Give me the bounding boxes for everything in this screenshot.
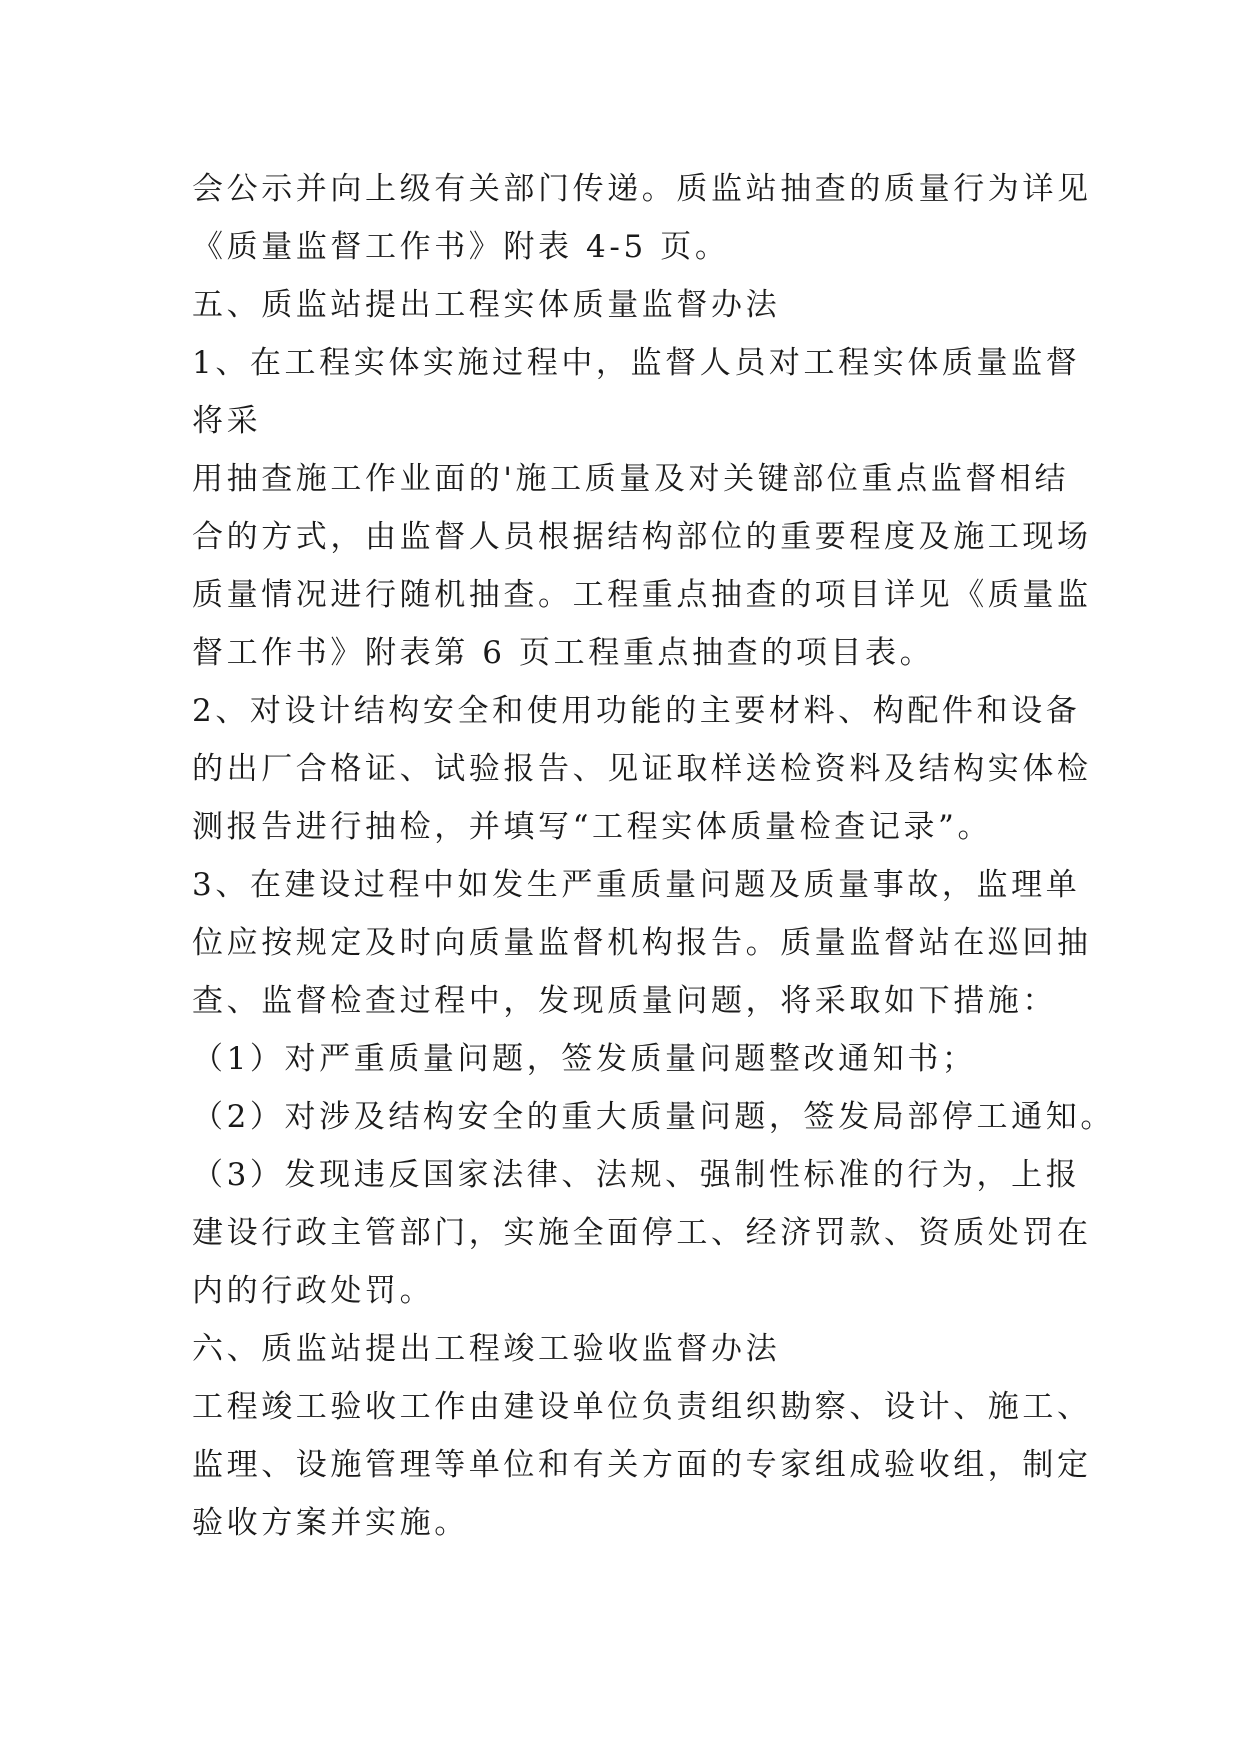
sub-item-3-line-2: 建设行政主管部门，实施全面停工、经济罚款、资质处罚在	[192, 1215, 1092, 1251]
item-3-line-1: 3、在建设过程中如发生严重质量问题及质量事故，监理单	[192, 867, 1081, 903]
paragraph-line-3: 验收方案并实施。	[192, 1505, 469, 1541]
item-2-line-3: 测报告进行抽检，并填写“工程实体质量检查记录”。	[192, 809, 993, 845]
section-heading-6: 六、质监站提出工程竣工验收监督办法	[192, 1331, 781, 1367]
sub-item-3-line-1: （3）发现违反国家法律、法规、强制性标准的行为，上报	[192, 1157, 1081, 1193]
text-line-continuation: 会公示并向上级有关部门传递。质监站抽查的质量行为详见	[192, 171, 1092, 207]
item-1-line-5: 质量情况进行随机抽查。工程重点抽查的项目详见《质量监	[192, 577, 1092, 613]
item-3-line-2: 位应按规定及时向质量监督机构报告。质量监督站在巡回抽	[192, 925, 1092, 961]
item-2-line-1: 2、对设计结构安全和使用功能的主要材料、构配件和设备	[192, 693, 1081, 729]
paragraph-line-1: 工程竣工验收工作由建设单位负责组织勘察、设计、施工、	[192, 1389, 1092, 1425]
text-line-reference: 《质量监督工作书》附表 4-5 页。	[192, 229, 730, 265]
sub-item-3-line-3: 内的行政处罚。	[192, 1273, 435, 1309]
paragraph-line-2: 监理、设施管理等单位和有关方面的专家组成验收组，制定	[192, 1447, 1092, 1483]
item-1-line-2: 将采	[192, 403, 262, 439]
item-1-line-1: 1、在工程实体实施过程中，监督人员对工程实体质量监督	[192, 345, 1081, 381]
item-1-line-3: 用抽查施工作业面的'施工质量及对关键部位重点监督相结	[192, 461, 1070, 497]
document-body	[192, 160, 1115, 1552]
item-2-line-2: 的出厂合格证、试验报告、见证取样送检资料及结构实体检	[192, 751, 1092, 787]
item-1-line-4: 合的方式，由监督人员根据结构部位的重要程度及施工现场	[192, 519, 1092, 555]
sub-item-2: （2）对涉及结构安全的重大质量问题，签发局部停工通知。	[192, 1099, 1115, 1135]
sub-item-1: （1）对严重质量问题，签发质量问题整改通知书；	[192, 1041, 977, 1077]
section-heading-5: 五、质监站提出工程实体质量监督办法	[192, 287, 781, 323]
item-3-line-3: 查、监督检查过程中，发现质量问题，将采取如下措施：	[192, 983, 1057, 1019]
item-1-line-6: 督工作书》附表第 6 页工程重点抽查的项目表。	[192, 635, 935, 671]
